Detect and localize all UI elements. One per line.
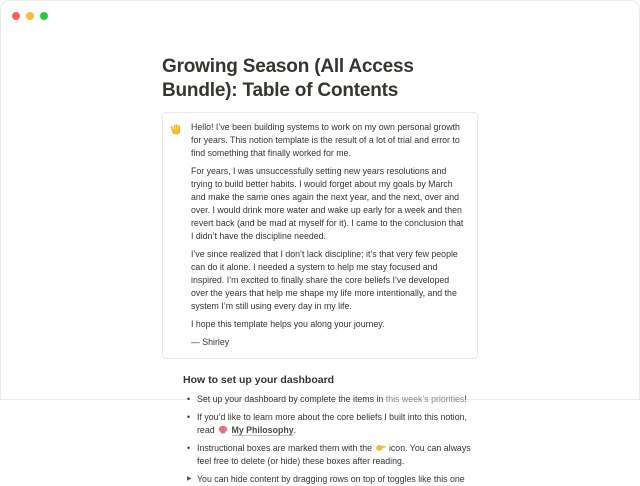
toggle-block[interactable] xyxy=(183,473,477,486)
setup-section xyxy=(183,373,477,486)
notion-page xyxy=(162,31,478,486)
callout-signature: — Shirley xyxy=(191,337,230,347)
point-right-icon xyxy=(376,443,386,452)
bullet-icon: • xyxy=(187,443,191,453)
window-titlebar xyxy=(1,1,639,31)
bullet-text-segment: . xyxy=(293,425,297,435)
callout-paragraph: For years, I was unsuccessfully setting new years resolutions and trying to build better habits. I would forget about my goals by March and make the same ones again the next year, and the next, over and over. I would drink more water and wake up early for a week and then revert back (and be mad at myself for it). I came to the conclusion that I didn’t have the discipline needed. xyxy=(191,166,464,241)
bullet-text xyxy=(197,393,477,406)
list-item xyxy=(183,393,477,406)
callout-text xyxy=(191,121,465,349)
callout-paragraph: Hello! I’ve been building systems to work on my own personal growth for years. This notion template is the result of a lot of trial and error to find something that finally worked for me. xyxy=(191,122,460,158)
toggle-text: You can hide content by dragging rows on top of toggles like this one xyxy=(197,474,465,484)
bullet-text-segment: icon. You can always feel free to delete (or hide) these boxes after reading. xyxy=(197,443,471,466)
close-window-button[interactable] xyxy=(12,12,20,20)
bullet-icon: • xyxy=(187,394,191,404)
this-weeks-priorities-link[interactable]: this week’s priorities xyxy=(385,394,465,404)
page-title: Growing Season (All Access Bundle): Table of Contents xyxy=(162,56,414,101)
setup-bullet-list xyxy=(183,393,477,468)
bullet-text xyxy=(197,411,477,437)
brain-icon xyxy=(218,425,228,434)
list-item xyxy=(183,442,477,468)
minimize-window-button[interactable] xyxy=(26,12,34,20)
bullet-text-segment: ! xyxy=(464,394,467,404)
bullet-text-segment: If you’d like to learn more about the core beliefs I built into this notion, read xyxy=(197,412,467,435)
my-philosophy-link[interactable]: My Philosophy xyxy=(231,425,294,435)
callout-paragraph: I hope this template helps you along your journey. xyxy=(191,319,385,329)
toggle-triangle-icon[interactable]: ▶ xyxy=(187,476,192,482)
callout-paragraph: I’ve since realized that I don’t lack discipline; it’s that very few people can do it alone. I needed a system to help me stay focused and inspired. I’m excited to finally share the core beliefs I’ve developed over the years that help me shape my life more intentionally, and the system I’m still using every day in my life. xyxy=(191,249,458,311)
list-item xyxy=(183,411,477,437)
zoom-window-button[interactable] xyxy=(40,12,48,20)
section-heading: How to set up your dashboard xyxy=(183,374,335,386)
bullet-icon: • xyxy=(187,412,191,422)
bullet-text-segment: Set up your dashboard by complete the items in xyxy=(197,394,386,404)
callout-block xyxy=(162,112,478,359)
wave-icon xyxy=(170,122,184,134)
bullet-text-segment: Instructional boxes are marked them with the xyxy=(197,443,375,453)
bullet-text xyxy=(197,442,477,468)
